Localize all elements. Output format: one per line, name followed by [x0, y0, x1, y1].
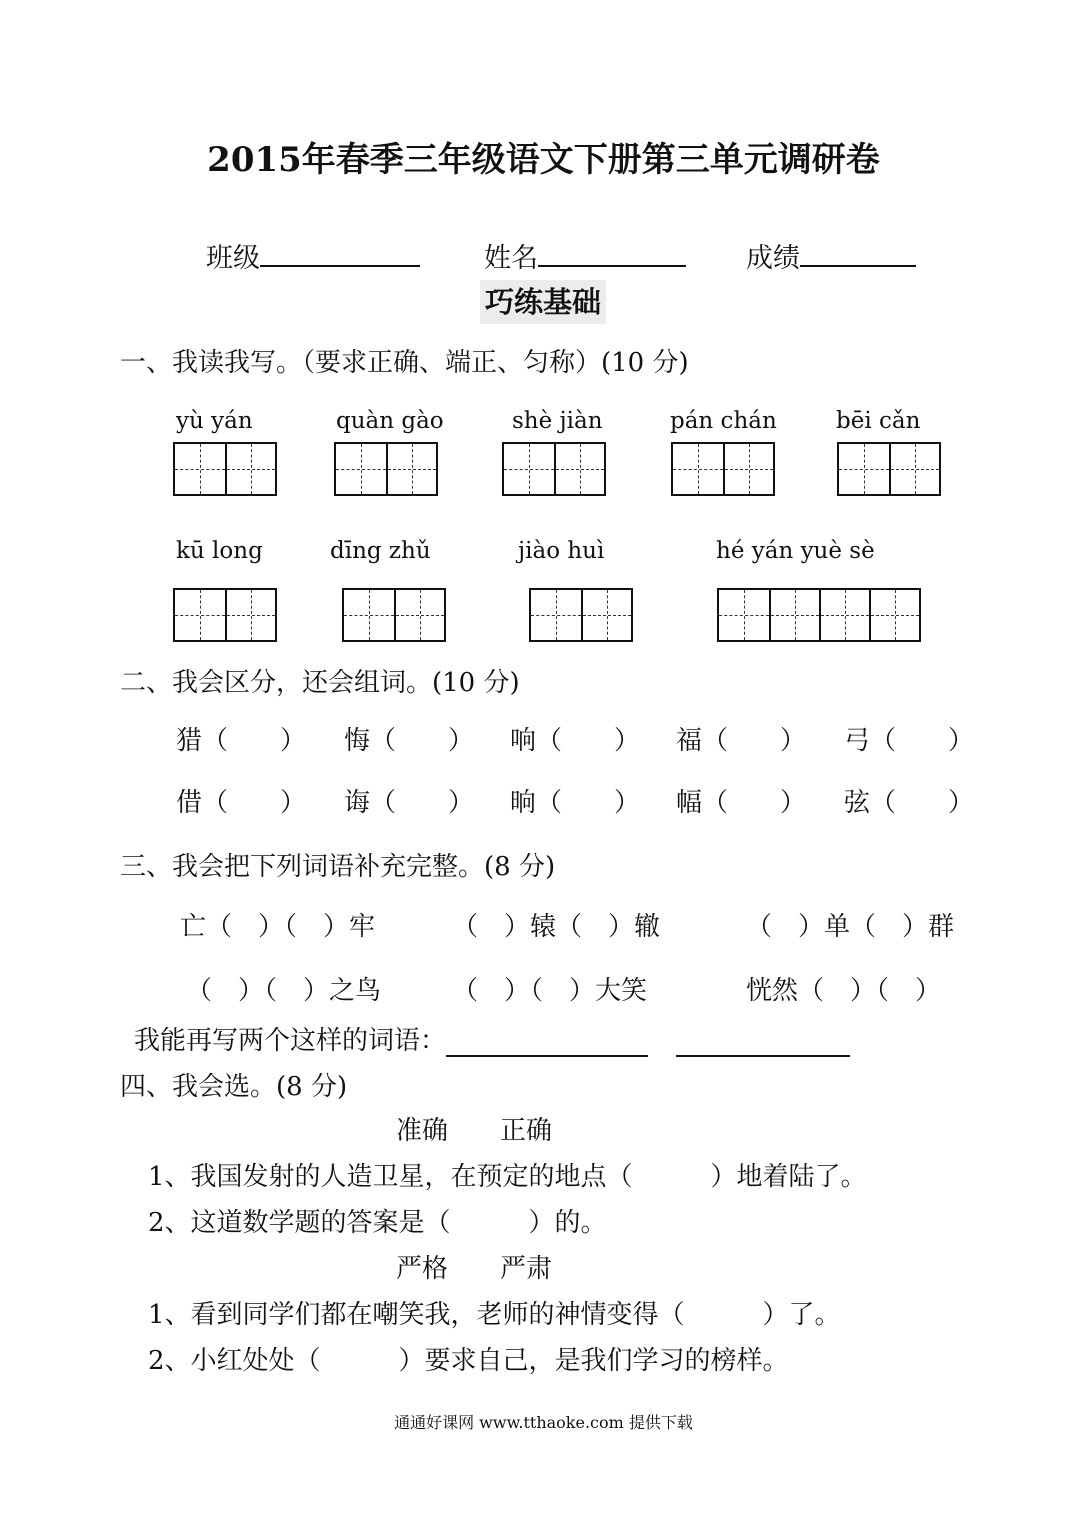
section-badge: 巧练基础 — [480, 280, 606, 324]
q1-heading: 一、我读我写。（要求正确、端正、匀称）(10 分) — [120, 348, 689, 378]
q1-writing-grid-3[interactable] — [502, 442, 606, 496]
grid-cell[interactable] — [175, 444, 225, 494]
grid-cell[interactable] — [819, 590, 869, 640]
grid-cell[interactable] — [175, 590, 225, 640]
q3-extra-label: 我能再写两个这样的词语： — [134, 1026, 447, 1056]
grid-cell[interactable] — [673, 444, 723, 494]
q1-pinyin-2: quàn gào — [336, 408, 444, 434]
name-label: 姓名 — [484, 243, 538, 274]
q1-writing-grid-7[interactable] — [342, 588, 446, 642]
grid-cell[interactable] — [394, 590, 444, 640]
q2-item: 借（ ） — [176, 788, 307, 818]
name-field — [484, 236, 686, 275]
score-blank[interactable] — [800, 265, 916, 267]
footer-source: 通通好课网 www.tthaoke.com 提供下载 — [394, 1413, 693, 1432]
grid-cell[interactable] — [531, 590, 581, 640]
q3-idiom: 恍然（ ）（ ） — [746, 976, 942, 1006]
q4-sentence: 2、这道数学题的答案是（ ）的。 — [148, 1208, 607, 1238]
class-label: 班级 — [206, 243, 260, 274]
page-title: 2015年春季三年级语文下册第三单元调研卷 — [207, 140, 880, 180]
q4-word-choices-2: 严格 严肃 — [396, 1254, 553, 1284]
grid-cell[interactable] — [225, 590, 275, 640]
grid-cell[interactable] — [554, 444, 604, 494]
q1-writing-grid-4[interactable] — [671, 442, 775, 496]
q1-pinyin-6: kū long — [176, 538, 263, 564]
q3-answer-line-2[interactable] — [676, 1029, 850, 1057]
class-blank[interactable] — [260, 265, 420, 267]
q3-idiom: （ ）单（ ）群 — [746, 912, 955, 942]
q2-item: 弦（ ） — [844, 788, 975, 818]
grid-cell[interactable] — [839, 444, 889, 494]
q4-word-choices-1: 准确 正确 — [396, 1116, 553, 1146]
q3-extra — [134, 1020, 850, 1057]
q1-writing-grid-6[interactable] — [173, 588, 277, 642]
q1-writing-grid-2[interactable] — [334, 442, 438, 496]
q2-item: 弓（ ） — [844, 726, 975, 756]
q4-sentence: 1、看到同学们都在嘲笑我，老师的神情变得（ ）了。 — [148, 1300, 841, 1330]
q3-heading: 三、我会把下列词语补充完整。(8 分) — [120, 852, 556, 882]
q1-pinyin-9: hé yán yuè sè — [716, 538, 875, 564]
q1-pinyin-1: yù yán — [176, 408, 253, 434]
q1-writing-grid-8[interactable] — [529, 588, 633, 642]
q2-item: 猎（ ） — [176, 726, 307, 756]
class-field — [206, 236, 420, 275]
q1-writing-grid-5[interactable] — [837, 442, 941, 496]
q3-idiom: （ ）（ ）大笑 — [452, 976, 648, 1006]
q1-pinyin-8: jiào huì — [518, 538, 605, 564]
grid-cell[interactable] — [344, 590, 394, 640]
q2-item: 悔（ ） — [344, 726, 475, 756]
grid-cell[interactable] — [581, 590, 631, 640]
q3-idiom: （ ）辕（ ）辙 — [452, 912, 661, 942]
q2-heading: 二、我会区分，还会组词。(10 分) — [120, 668, 520, 698]
name-blank[interactable] — [538, 265, 686, 267]
q1-pinyin-5: bēi cǎn — [836, 408, 921, 434]
q4-heading: 四、我会选。(8 分) — [120, 1072, 348, 1102]
q1-writing-grid-1[interactable] — [173, 442, 277, 496]
grid-cell[interactable] — [889, 444, 939, 494]
q4-sentence: 1、我国发射的人造卫星，在预定的地点（ ）地着陆了。 — [148, 1162, 867, 1192]
q2-item: 福（ ） — [676, 726, 807, 756]
grid-cell[interactable] — [504, 444, 554, 494]
q1-pinyin-7: dīng zhǔ — [330, 538, 431, 564]
score-label: 成绩 — [746, 243, 800, 274]
q1-pinyin-3: shè jiàn — [512, 408, 603, 434]
q2-item: 晌（ ） — [510, 788, 641, 818]
grid-cell[interactable] — [386, 444, 436, 494]
grid-cell[interactable] — [719, 590, 769, 640]
q3-idiom: 亡（ ）（ ）牢 — [180, 912, 376, 942]
grid-cell[interactable] — [769, 590, 819, 640]
q2-item: 响（ ） — [510, 726, 641, 756]
grid-cell[interactable] — [869, 590, 919, 640]
q2-item: 诲（ ） — [344, 788, 475, 818]
q4-sentence: 2、小红处处（ ）要求自己，是我们学习的榜样。 — [148, 1346, 789, 1376]
q2-item: 幅（ ） — [676, 788, 807, 818]
q3-idiom: （ ）（ ）之鸟 — [186, 976, 382, 1006]
score-field — [746, 236, 916, 275]
q1-writing-grid-9[interactable] — [717, 588, 921, 642]
q3-answer-line-1[interactable] — [446, 1029, 648, 1057]
grid-cell[interactable] — [225, 444, 275, 494]
grid-cell[interactable] — [723, 444, 773, 494]
q1-pinyin-4: pán chán — [670, 408, 777, 434]
grid-cell[interactable] — [336, 444, 386, 494]
